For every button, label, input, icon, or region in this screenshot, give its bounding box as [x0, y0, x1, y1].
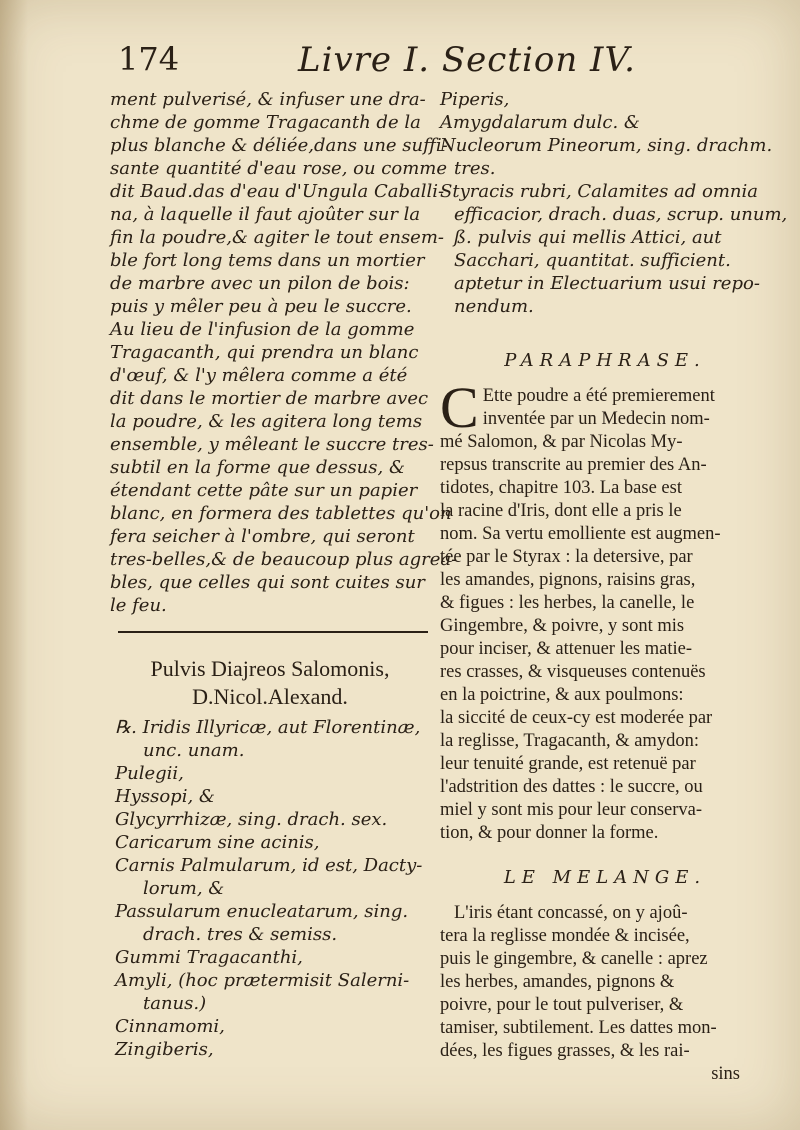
- section-title-subline: D.Nicol.Alexand.: [192, 684, 348, 709]
- page-header: [118, 40, 760, 80]
- text-line: tée par le Styrax : la detersive, par: [440, 547, 693, 567]
- text-line: fera seicher à l'ombre, qui seront: [110, 526, 415, 547]
- recipe-line: ß. pulvis qui mellis Attici, aut: [454, 227, 722, 248]
- recipe-line: nendum.: [454, 296, 534, 317]
- text-line: la reglisse, Tragacanth, & amydon:: [440, 731, 699, 751]
- page-gutter-shadow: [0, 0, 28, 1130]
- recipe-line: Zingiberis,: [115, 1039, 214, 1060]
- text-line: blanc, en formera des tablettes qu'on: [110, 503, 452, 524]
- text-line: mé Salomon, & par Nicolas My-: [440, 432, 683, 452]
- text-line: poivre, pour le tout pulveriser, &: [440, 995, 684, 1015]
- text-line: subtil en la forme que dessus, &: [110, 457, 405, 478]
- right-column: [440, 88, 788, 1086]
- recipe-line: lorum, &: [143, 878, 225, 899]
- text-line: leur tenuité grande, est retenuë par: [440, 754, 696, 774]
- text-line: la racine d'Iris, dont elle a pris le: [440, 501, 682, 521]
- recipe-line: efficacior, drach. duas, scrup. unum,: [454, 204, 788, 225]
- paraphrase-body: [440, 375, 770, 845]
- text-line: inventée par un Medecin nom-: [482, 409, 710, 429]
- recipe-line: Gummi Tragacanthi,: [115, 947, 303, 968]
- text-line: dit Baud.das d'eau d'Ungula Caballi-: [110, 181, 445, 202]
- text-line: na, à laquelle il faut ajoûter sur la: [110, 204, 421, 225]
- text-line: tidotes, chapitre 103. La base est: [440, 478, 682, 498]
- text-line: étendant cette pâte sur un papier: [110, 480, 418, 501]
- text-line: ment pulverisé, & infuser une dra-: [110, 89, 426, 110]
- recipe-line: Nucleorum Pineorum, sing. drachm.: [440, 135, 773, 156]
- recipe-line: Cinnamomi,: [115, 1016, 225, 1037]
- recipe-line: Sacchari, quantitat. sufficient.: [454, 250, 731, 271]
- text-line: dit dans le mortier de marbre avec: [110, 388, 429, 409]
- recipe-line: Styracis rubri, Calamites ad omnia: [440, 181, 759, 202]
- text-line: Ette poudre a été premierement: [482, 386, 715, 406]
- drop-cap: C: [440, 375, 479, 440]
- text-line: la poudre, & les agitera long tems: [110, 411, 423, 432]
- recipe-line: Pulegii,: [115, 763, 184, 784]
- text-line: les amandes, pignons, raisins gras,: [440, 570, 696, 590]
- text-line: tera la reglisse mondée & incisée,: [440, 926, 690, 946]
- recipe-line: Amyli, (hoc prætermisit Salerni-: [115, 970, 410, 991]
- recipe-line: ℞. Iridis Illyricæ, aut Florentinæ,: [115, 717, 421, 738]
- recipe-line: aptetur in Electuarium usui repo-: [454, 273, 760, 294]
- text-line: tres-belles,& de beaucoup plus agrea-: [110, 549, 458, 570]
- text-line: Tragacanth, qui prendra un blanc: [110, 342, 419, 363]
- text-line: nom. Sa vertu emolliente est augmen-: [440, 524, 721, 544]
- text-line: le feu.: [110, 595, 167, 616]
- text-line: tion, & pour donner la forme.: [440, 823, 659, 843]
- text-line: puis le gingembre, & canelle : aprez: [440, 949, 708, 969]
- catchword: sins: [711, 1064, 740, 1084]
- recipe-line: tres.: [454, 158, 496, 179]
- text-line: de marbre avec un pilon de bois:: [110, 273, 410, 294]
- recipe-line: unc. unam.: [143, 740, 245, 761]
- melange-body: [440, 902, 770, 1086]
- text-line: Gingembre, & poivre, y sont mis: [440, 616, 685, 636]
- text-line: L'iris étant concassé, on y ajoû-: [454, 903, 688, 923]
- page-number: 174: [118, 40, 180, 78]
- recipe-line: tanus.): [143, 993, 207, 1014]
- text-line: miel y sont mis pour leur conserva-: [440, 800, 703, 820]
- recipe-line: Passularum enucleatarum, sing.: [115, 901, 409, 922]
- section-title: [110, 655, 430, 711]
- recipe-line: drach. tres & semiss.: [143, 924, 338, 945]
- text-line: fin la poudre,& agiter le tout ensem-: [110, 227, 444, 248]
- text-line: l'adstrition des dattes : le succre, ou: [440, 777, 703, 797]
- text-line: la siccité de ceux-cy est moderée par: [440, 708, 713, 728]
- text-line: ensemble, y mêleant le succre tres-: [110, 434, 434, 455]
- text-line: dées, les figues grasses, & les rai-: [440, 1041, 690, 1061]
- recipe-line: Hyssopi, &: [115, 786, 215, 807]
- text-line: puis y mêler peu à peu le succre.: [110, 296, 412, 317]
- recipe-line: Carnis Palmularum, id est, Dacty-: [115, 855, 423, 876]
- recipe-continuation: [440, 88, 788, 318]
- melange-heading: LE MELANGE.: [503, 867, 707, 888]
- text-line: pour inciser, & attenuer les matie-: [440, 639, 692, 659]
- text-line: sante quantité d'eau rose, ou comme: [110, 158, 448, 179]
- paraphrase-heading: PARAPHRASE.: [504, 350, 706, 371]
- text-line: bles, que celles qui sont cuites sur: [110, 572, 425, 593]
- text-line: Au lieu de l'infusion de la gomme: [110, 319, 415, 340]
- recipe-line: Piperis,: [440, 89, 510, 110]
- text-line: chme de gomme Tragacanth de la: [110, 112, 421, 133]
- recipe-line: Amygdalarum dulc. &: [440, 112, 640, 133]
- section-title-line: Pulvis Diajreos Salomonis,: [150, 656, 390, 681]
- text-line: tamiser, subtilement. Les dattes mon-: [440, 1018, 717, 1038]
- recipe-list: [115, 716, 435, 1061]
- text-line: d'œuf, & l'y mêlera comme a été: [110, 365, 408, 386]
- text-line: plus blanche & déliée,dans une suffi-: [110, 135, 448, 156]
- text-line: en la poictrine, & aux poulmons:: [440, 685, 684, 705]
- text-line: res crasses, & visqueuses contenuës: [440, 662, 706, 682]
- text-line: repsus transcrite au premier des An-: [440, 455, 707, 475]
- text-line: ble fort long tems dans un mortier: [110, 250, 425, 271]
- running-head: Livre I. Section IV.: [298, 40, 636, 80]
- recipe-line: Caricarum sine acinis,: [115, 832, 320, 853]
- text-line: les herbes, amandes, pignons &: [440, 972, 675, 992]
- recipe-line: Glycyrrhizæ, sing. drach. sex.: [115, 809, 388, 830]
- section-rule: [118, 631, 428, 633]
- left-column-text: [110, 88, 458, 617]
- text-line: & figues : les herbes, la canelle, le: [440, 593, 695, 613]
